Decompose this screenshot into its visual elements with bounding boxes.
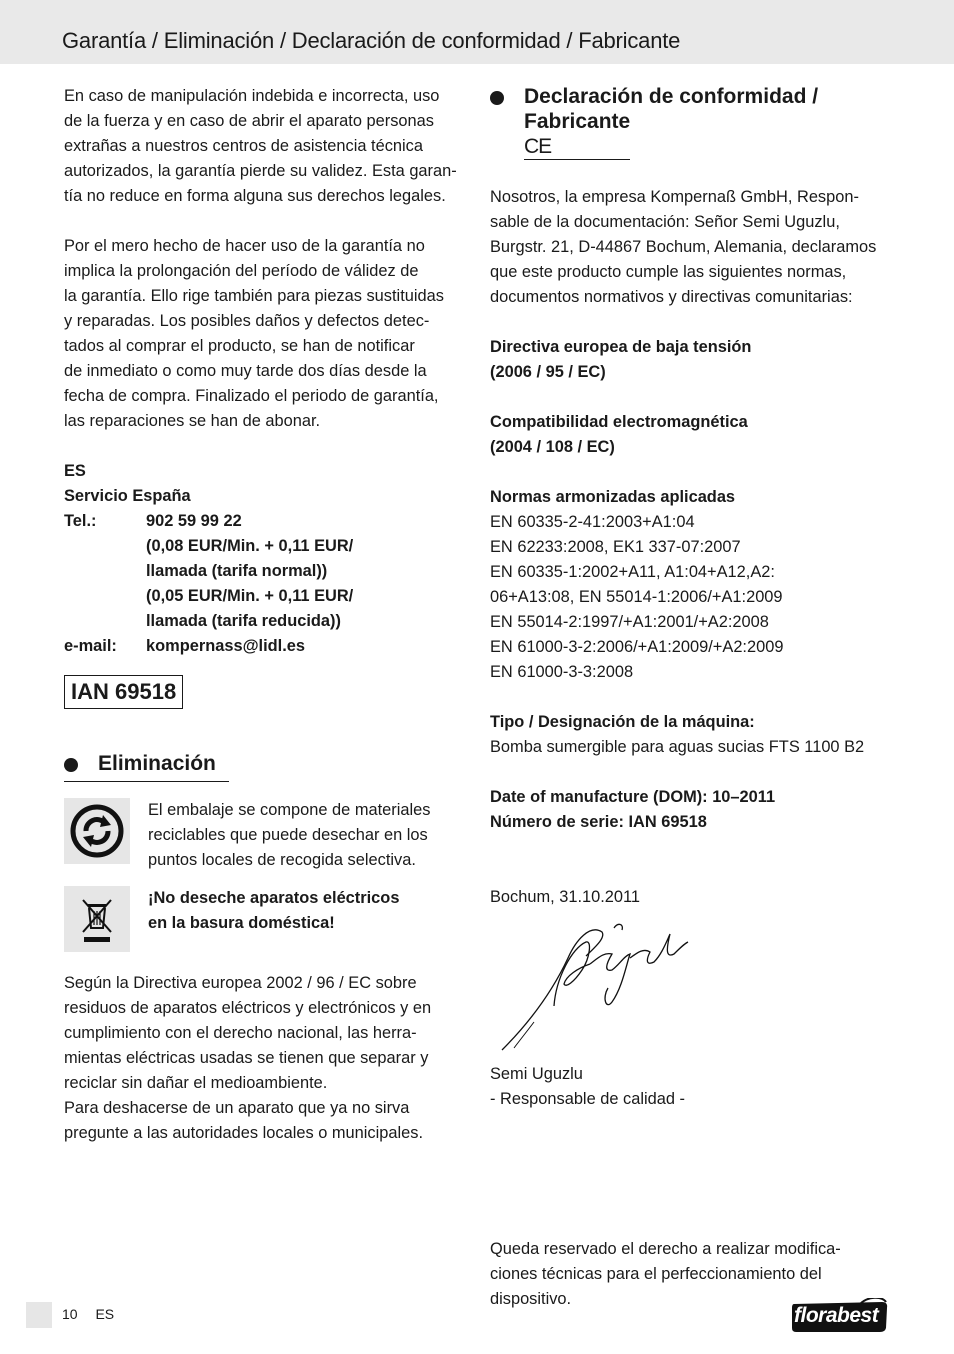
norm-item: EN 62233:2008, EK1 337-07:2007	[490, 538, 741, 556]
text-line: dispositivo.	[490, 1290, 572, 1308]
text-line: Compatibilidad electromagnética	[490, 413, 748, 431]
tel-value	[146, 509, 464, 634]
text-line: reciclables que puede desechar en los	[148, 826, 428, 844]
signature-icon	[494, 918, 694, 1058]
elimination-heading-text: Eliminación	[98, 752, 216, 775]
text-line: de la fuerza y en caso de abrir el aparato personas	[64, 112, 434, 130]
text-line: reciclar sin dañar el medioambiente.	[64, 1074, 328, 1092]
text-line: Nosotros, la empresa Kompernaß GmbH, Respon-	[490, 188, 859, 206]
text-line: cumplimiento con el derecho nacional, las herra-	[64, 1024, 417, 1042]
norm-item: EN 61000-3-2:2006/+A1:2009/+A2:2009	[490, 638, 784, 656]
norm-item: EN 60335-1:2002+A11, A1:04+A12,A2:	[490, 563, 775, 581]
norm-item: EN 61000-3-3:2008	[490, 663, 634, 681]
weee-warning-text	[148, 886, 399, 936]
brand-logo-text: florabest	[794, 1304, 879, 1327]
text-line: de inmediato o como muy tarde dos días desde la	[64, 362, 427, 380]
warranty-paragraph-1	[64, 84, 464, 209]
text-line: documentos normativos y directivas comunitarias:	[490, 288, 853, 306]
text-line: Por el mero hecho de hacer uso de la garantía no	[64, 237, 425, 255]
service-contact	[64, 459, 464, 659]
contact-service: Servicio España	[64, 487, 191, 505]
norms-list	[490, 510, 902, 685]
text-line: Directiva europea de baja tensión	[490, 338, 752, 356]
text-line: las reparaciones se han de abonar.	[64, 412, 321, 430]
text-line: la garantía. Ello rige también para piezas sustituidas	[64, 287, 444, 305]
heading-line: Declaración de conformidad /	[524, 85, 819, 108]
text-line: extrañas a nuestros centros de asistencia técnica	[64, 137, 423, 155]
page-title: Garantía / Eliminación / Declaración de conformidad / Fabricante	[62, 28, 681, 53]
norm-item: 06+A13:08, EN 55014-1:2006/+A1:2009	[490, 588, 783, 606]
text-line: pregunte a las autoridades locales o municipales.	[64, 1124, 423, 1142]
text-line: fecha de compra. Finalizado el periodo de garantía,	[64, 387, 439, 405]
heading-line	[524, 109, 630, 160]
crossed-bin-icon	[64, 886, 130, 952]
email-label: e-mail:	[64, 637, 117, 655]
recycle-icon	[64, 798, 130, 864]
text-line: sable de la documentación: Señor Semi Uguzlu,	[490, 213, 840, 231]
text-line: Según la Directiva europea 2002 / 96 / EC sobre	[64, 974, 417, 992]
date-of-manufacture: Date of manufacture (DOM): 10–2011	[490, 788, 776, 806]
text-line: (2006 / 95 / EC)	[490, 363, 606, 381]
conformity-heading	[490, 84, 902, 160]
email-value: kompernass@lidl.es	[146, 637, 306, 655]
tel-rate-line: (0,05 EUR/Min. + 0,11 EUR/	[146, 587, 354, 605]
text-line: ciones técnicas para el perfeccionamiento del	[490, 1265, 822, 1283]
recycle-text	[148, 798, 430, 873]
place-date: Bochum, 31.10.2011	[490, 888, 641, 906]
text-line: En caso de manipulación indebida e incorrecta, uso	[64, 87, 440, 105]
text-line: puntos locales de recogida selectiva.	[148, 851, 416, 869]
norms-heading: Normas armonizadas aplicadas	[490, 488, 736, 506]
text-line: autorizados, la garantía pierde su validez. Esta garan-	[64, 162, 457, 180]
text-line: (2004 / 108 / EC)	[490, 438, 615, 456]
bullet-icon	[64, 758, 78, 772]
text-line: El embalaje se compone de materiales	[148, 801, 431, 819]
left-column	[64, 84, 464, 1146]
tel-label: Tel.:	[64, 512, 97, 530]
tel-number: 902 59 99 22	[146, 512, 242, 530]
norm-item: EN 55014-2:1997/+A1:2001/+A2:2008	[490, 613, 769, 631]
tel-rate-line: llamada (tarifa reducida))	[146, 612, 341, 630]
low-voltage-directive	[490, 335, 902, 385]
text-line: Burgstr. 21, D-44867 Bochum, Alemania, declaramos	[490, 238, 877, 256]
contact-email-row	[64, 634, 464, 659]
text-line: tía no reduce en forma alguna sus derechos legales.	[64, 187, 446, 205]
signer-role: - Responsable de calidad -	[490, 1090, 685, 1108]
heading-word: Fabricante	[524, 110, 631, 133]
text-line: implica la prolongación del período de válidez de	[64, 262, 419, 280]
serial-number: Número de serie: IAN 69518	[490, 813, 707, 831]
elimination-heading	[64, 751, 464, 776]
conformity-heading-text	[524, 84, 818, 160]
footer-language: ES	[95, 1306, 115, 1322]
contact-tel-row	[64, 509, 464, 634]
text-line: tados al comprar el producto, se han de notificar	[64, 337, 415, 355]
text-line: ¡No deseche aparatos eléctricos	[148, 889, 400, 907]
machine-type-value: Bomba sumergible para aguas sucias FTS 1100 B2	[490, 738, 865, 756]
conformity-intro	[490, 185, 902, 310]
tel-rate-line: (0,08 EUR/Min. + 0,11 EUR/	[146, 537, 354, 555]
warranty-paragraph-2	[64, 234, 464, 434]
text-line: en la basura doméstica!	[148, 914, 335, 932]
ce-mark-icon: CE	[524, 135, 552, 158]
emc-directive	[490, 410, 902, 460]
text-line: mientas eléctricas usadas se tienen que separar y	[64, 1049, 429, 1067]
bullet-icon	[490, 91, 504, 105]
text-line: Queda reservado el derecho a realizar modifica-	[490, 1240, 841, 1258]
ian-box: IAN 69518	[64, 675, 183, 709]
right-column	[490, 84, 902, 1312]
recycle-row	[64, 798, 464, 873]
text-line: que este producto cumple las siguientes normas,	[490, 263, 847, 281]
text-line: residuos de aparatos eléctricos y electrónicos y en	[64, 999, 432, 1017]
footer-page-info	[62, 1306, 128, 1322]
footer-marker	[26, 1302, 52, 1328]
disposal-paragraph	[64, 971, 464, 1146]
text-line: Para deshacerse de un aparato que ya no sirva	[64, 1099, 410, 1117]
machine-type-heading: Tipo / Designación de la máquina:	[490, 713, 755, 731]
page-number: 10	[62, 1306, 78, 1322]
heading-underline	[64, 781, 229, 782]
contact-country: ES	[64, 462, 86, 480]
text-line: y reparadas. Los posibles daños y defectos detec-	[64, 312, 430, 330]
weee-row	[64, 886, 464, 952]
signer-name: Semi Uguzlu	[490, 1065, 583, 1083]
norm-item: EN 60335-2-41:2003+A1:04	[490, 513, 695, 531]
tel-rate-line: llamada (tarifa normal))	[146, 562, 328, 580]
